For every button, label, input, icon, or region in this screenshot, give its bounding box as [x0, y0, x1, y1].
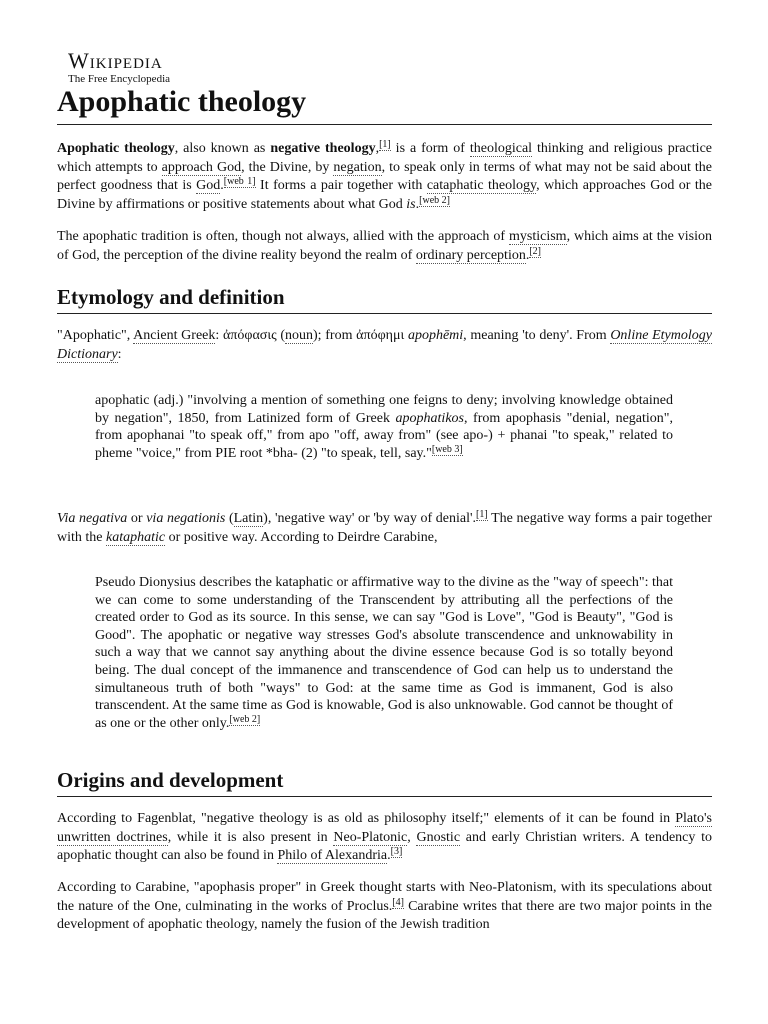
- link-god[interactable]: God: [196, 178, 221, 193]
- citation-link[interactable]: [web 1]: [223, 176, 256, 187]
- link-online-etymology-dictionary[interactable]: Online Etymology Dictionary: [57, 328, 712, 362]
- text: thinking and religious practice which attempts to: [57, 141, 712, 175]
- blockquote-carabine: [95, 574, 673, 732]
- citation-link[interactable]: [3]: [390, 846, 403, 857]
- text: , also known as: [174, 141, 271, 156]
- text: , which aims at the vision of God, the perception of the divine reality beyond the realm of: [57, 229, 713, 263]
- citation-link[interactable]: [1]: [379, 139, 391, 150]
- text: apophatic (adj.) "involving a mention of something one feigns to deny; involving knowledge obtained by negation", 1850, from Latinized form of Greek: [95, 393, 673, 426]
- intro-paragraph-1: [57, 140, 712, 214]
- text: :: [117, 346, 122, 362]
- term-bold: negative theology: [270, 141, 376, 156]
- link-mysticism[interactable]: mysticism: [509, 229, 567, 244]
- link-cataphatic-theology[interactable]: cataphatic theology: [426, 178, 537, 193]
- origins-paragraph-1: [57, 810, 712, 866]
- text: : ἀπόφασις (: [215, 328, 286, 343]
- text: It forms a pair together with: [255, 178, 427, 193]
- link-philo-of-alexandria[interactable]: Philo of Alexandria: [277, 848, 388, 863]
- text: According to Carabine, "apophasis proper" in Greek thought starts with Neo-Platonism, with its speculations about the nature of the One, culminating in the works of Proclus.: [57, 880, 712, 914]
- etymology-paragraph-2: [57, 510, 712, 547]
- text: (: [225, 511, 234, 526]
- origins-paragraph-2: [57, 879, 712, 935]
- text: ,: [375, 141, 380, 156]
- link-ordinary-perception[interactable]: ordinary perception: [415, 247, 526, 263]
- emphasis: is: [406, 196, 416, 212]
- link-kataphatic[interactable]: kataphatic: [106, 529, 166, 545]
- term-bold: Apophatic theology: [57, 141, 175, 156]
- text: , to speak only in terms of what may not be said about the perfect goodness that is: [57, 159, 712, 193]
- blockquote-etymology: [95, 392, 673, 462]
- text: ,: [407, 829, 417, 845]
- text: , meaning 'to deny'. From: [463, 328, 611, 343]
- link-gnostic[interactable]: Gnostic: [416, 829, 461, 845]
- text: or: [127, 511, 147, 526]
- text: , while it is also present in: [167, 829, 334, 845]
- text: .: [415, 196, 420, 212]
- link-latin[interactable]: Latin: [233, 511, 264, 526]
- link-platos-unwritten-doctrines[interactable]: Plato's unwritten doctrines: [57, 811, 712, 845]
- text: ); from ἀπόφημι: [313, 328, 408, 343]
- text: .: [525, 247, 530, 263]
- link-negation[interactable]: negation: [333, 159, 382, 175]
- text: ), 'negative way' or 'by way of denial'.: [263, 511, 477, 526]
- text: and early Christian writers. A tendency to apophatic thought can also be found in: [57, 829, 713, 863]
- section-heading-origins: Origins and development: [57, 766, 712, 797]
- text: "Apophatic",: [57, 328, 134, 343]
- link-ancient-greek[interactable]: Ancient Greek: [133, 328, 216, 343]
- text: .: [220, 178, 224, 193]
- link-theological[interactable]: theological: [469, 141, 533, 156]
- citation-link[interactable]: [web 2]: [229, 713, 261, 725]
- text: , the Divine, by: [241, 159, 334, 175]
- emphasis: apophēmi: [407, 328, 464, 343]
- text: .: [387, 848, 391, 863]
- text: or positive way. According to Deirdre Carabine,: [165, 529, 438, 545]
- citation-link[interactable]: [2]: [529, 245, 542, 257]
- citation-link[interactable]: [web 2]: [419, 194, 450, 206]
- etymology-paragraph-1: [57, 327, 712, 364]
- citation-link[interactable]: [1]: [476, 509, 488, 520]
- citation-link[interactable]: [4]: [392, 896, 404, 908]
- text: The negative way forms a pair together with the: [57, 511, 713, 545]
- section-heading-etymology: Etymology and definition: [57, 283, 712, 314]
- text: , from apophasis "denial, negation", from apophanai "to speak off," from apo "off, away from" (see apo-) + phanai "to speak," related to pheme "voice," from PIE root *bha- (2) "to speak, tell, say.": [95, 410, 674, 461]
- link-neo-platonic[interactable]: Neo-Platonic: [333, 829, 408, 845]
- logo-tagline: The Free Encyclopedia: [68, 73, 171, 85]
- text: , which approaches God or the Divine by affirmations or positive statements about what God: [57, 178, 713, 212]
- emphasis: via negationis: [146, 511, 226, 526]
- citation-link[interactable]: [web 3]: [431, 443, 463, 455]
- emphasis: Via negativa: [57, 511, 128, 526]
- text: The apophatic tradition is often, though not always, allied with the approach of: [57, 229, 510, 244]
- intro-paragraph-2: [57, 228, 712, 265]
- page-title: Apophatic theology: [57, 82, 712, 125]
- link-approach-god[interactable]: approach God: [161, 159, 242, 175]
- logo-wordmark: Wikipedia: [68, 48, 163, 73]
- link-noun[interactable]: noun: [285, 328, 314, 343]
- wikipedia-logo[interactable]: [68, 50, 170, 86]
- text: Carabine writes that there are two major points in the development of apophatic theology, namely the fusion of the Jewish tradition: [57, 898, 712, 932]
- text: is a form of: [390, 141, 470, 156]
- text: Pseudo Dionysius describes the kataphatic or affirmative way to the divine as the "way of speech": that we can come to some understanding of the Transcendent by attributing all the perfections of the created order to God as its source. In this sense, we can say "God is Love", "God is Beauty", "God is Good". The apophatic or negative way stresses God's absolute transcendence and unknowability in such a way that we cannot say anything about the divine essence because God is so totally beyond being. The dual concept of the immanence and transcendence of God can help us to understand the simultaneous truth of both "ways" to God: at the same time as God is immanent, God is also transcendent. At the same time as God is knowable, God is also unknowable. God cannot be thought of as one or the other only.: [95, 575, 674, 731]
- emphasis: apophatikos: [395, 410, 464, 426]
- text: According to Fagenblat, "negative theology is as old as philosophy itself;" elements of it can be found in: [57, 811, 676, 826]
